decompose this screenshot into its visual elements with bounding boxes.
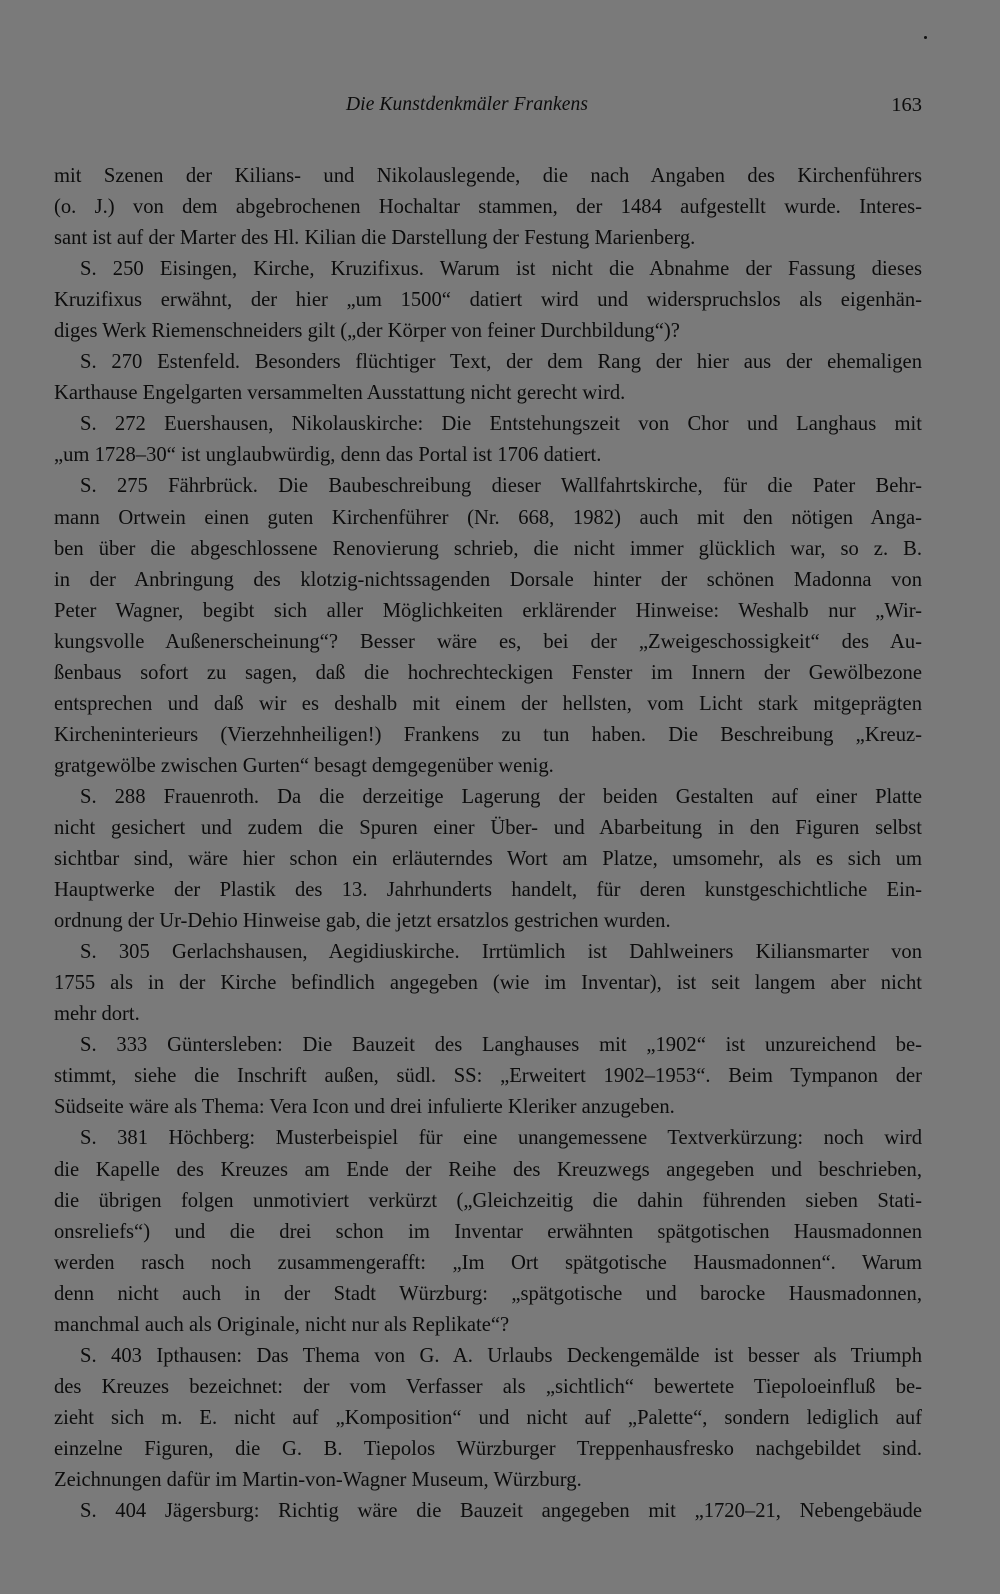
page-number: 163 [891,94,922,116]
text-line: denn nicht auch in der Stadt Würzburg: „spätgotische und barocke Hausmadonnen, [54,1282,922,1305]
text-line: sant ist auf der Marter des Hl. Kilian die Darstellung der Festung Marienberg. [54,227,696,250]
text-line: sichtbar sind, wäre hier schon ein erläuterndes Wort am Platze, umsomehr, als es sich um [54,848,922,871]
text-line: mehr dort. [54,1003,140,1026]
speck-mark [924,36,927,39]
text-line: kungsvolle Außenerscheinung“? Besser wäre es, bei der „Zweigeschossigkeit“ des Au- [54,630,922,653]
text-line: S. 403 Ipthausen: Das Thema von G. A. Urlaubs Deckengemälde ist besser als Triumph [80,1344,922,1367]
text-line: S. 381 Höchberg: Musterbeispiel für eine unangemessene Textverkürzung: noch wird [80,1127,922,1150]
text-line: Hauptwerke der Plastik des 13. Jahrhunderts handelt, für deren kunstgeschichtliche Ein- [54,879,922,902]
text-line: Kircheninterieurs (Vierzehnheiligen!) Frankens zu tun haben. Die Beschreibung „Kreuz- [54,723,922,746]
text-line: 1755 als in der Kirche befindlich angegeben (wie im Inventar), ist seit langem aber nicht [54,972,922,995]
running-title: Die Kunstdenkmäler Frankens [346,94,589,115]
text-line: S. 270 Estenfeld. Besonders flüchtiger Text, der dem Rang der hier aus der ehemaligen [80,351,922,374]
text-line: entsprechen und daß wir es deshalb mit einem der hellsten, vom Licht stark mitgeprägten [54,692,922,715]
running-head [54,94,922,124]
text-line: die übrigen folgen unmotiviert verkürzt („Gleichzeitig die dahin führenden sieben Stati- [54,1189,922,1212]
text-line: ben über die abgeschlossene Renovierung schrieb, die nicht immer glücklich war, so z. B. [54,537,922,560]
text-line: einzelne Figuren, die G. B. Tiepolos Würzburger Treppenhausfresko nachgebildet sind. [54,1437,922,1460]
text-line: des Kreuzes bezeichnet: der vom Verfasser als „sichtlich“ bewertete Tiepoloeinfluß be- [54,1375,922,1398]
text-line: diges Werk Riemenschneiders gilt („der Körper von feiner Durchbildung“)? [54,320,680,343]
body-text [54,161,922,1527]
text-line: Kruzifixus erwähnt, der hier „um 1500“ datiert wird und widerspruchslos als eigenhän- [54,289,922,312]
text-line: onsreliefs“) und die drei schon im Inventar erwähnten spätgotischen Hausmadonnen [54,1220,922,1243]
text-line: manchmal auch als Originale, nicht nur als Replikate“? [54,1313,510,1336]
text-line: Südseite wäre als Thema: Vera Icon und drei infulierte Kleriker anzugeben. [54,1096,675,1119]
text-line: stimmt, siehe die Inschrift außen, südl. SS: „Erweitert 1902–1953“. Beim Tympanon der [54,1065,922,1088]
text-line: (o. J.) von dem abgebrochenen Hochaltar stammen, der 1484 aufgestellt wurde. Interes- [54,196,922,219]
text-line: ordnung der Ur-Dehio Hinweise gab, die jetzt ersatzlos gestrichen wurden. [54,910,671,933]
text-line: S. 272 Euershausen, Nikolauskirche: Die Entstehungszeit von Chor und Langhaus mit [80,413,922,436]
text-line: mit Szenen der Kilians- und Nikolauslegende, die nach Angaben des Kirchenführers [54,165,922,187]
text-line: Zeichnungen dafür im Martin-von-Wagner Museum, Würzburg. [54,1468,582,1491]
text-line: Karthause Engelgarten versammelten Ausstattung nicht gerecht wird. [54,382,626,405]
text-line: die Kapelle des Kreuzes am Ende der Reihe des Kreuzwegs angegeben und beschrieben, [54,1158,922,1181]
text-line: Peter Wagner, begibt sich aller Möglichkeiten erklärender Hinweise: Weshalb nur „Wir- [54,599,922,622]
text-line: S. 288 Frauenroth. Da die derzeitige Lagerung der beiden Gestalten auf einer Platte [80,785,922,808]
text-line: in der Anbringung des klotzig-nichtssagenden Dorsale hinter der schönen Madonna von [54,568,922,591]
text-line: gratgewölbe zwischen Gurten“ besagt demgegenüber wenig. [54,754,554,777]
text-line: mann Ortwein einen guten Kirchenführer (Nr. 668, 1982) auch mit den nötigen Anga- [54,506,922,529]
text-line: nicht gesichert und zudem die Spuren einer Über- und Abarbeitung in den Figuren selbst [54,816,922,839]
text-line: S. 333 Güntersleben: Die Bauzeit des Langhauses mit „1902“ ist unzureichend be- [80,1034,922,1057]
text-line: S. 275 Fährbrück. Die Baubeschreibung dieser Wallfahrtskirche, für die Pater Behr- [80,475,922,498]
text-line: S. 404 Jägersburg: Richtig wäre die Bauzeit angegeben mit „1720–21, Nebengebäude [80,1500,922,1523]
text-line: S. 250 Eisingen, Kirche, Kruzifixus. Warum ist nicht die Abnahme der Fassung dieses [80,258,922,281]
text-line: ßenbaus sofort zu sagen, daß die hochrechteckigen Fenster im Innern der Gewölbezone [54,661,922,684]
text-line: S. 305 Gerlachshausen, Aegidiuskirche. Irrtümlich ist Dahlweiners Kiliansmarter von [80,941,922,964]
text-line: „um 1728–30“ ist unglaubwürdig, denn das Portal ist 1706 datiert. [54,444,602,467]
text-line: zieht sich m. E. nicht auf „Komposition“ und nicht auf „Palette“, sondern lediglich auf [54,1406,922,1429]
text-line: werden rasch noch zusammengerafft: „Im Ort spätgotische Hausmadonnen“. Warum [54,1251,922,1274]
